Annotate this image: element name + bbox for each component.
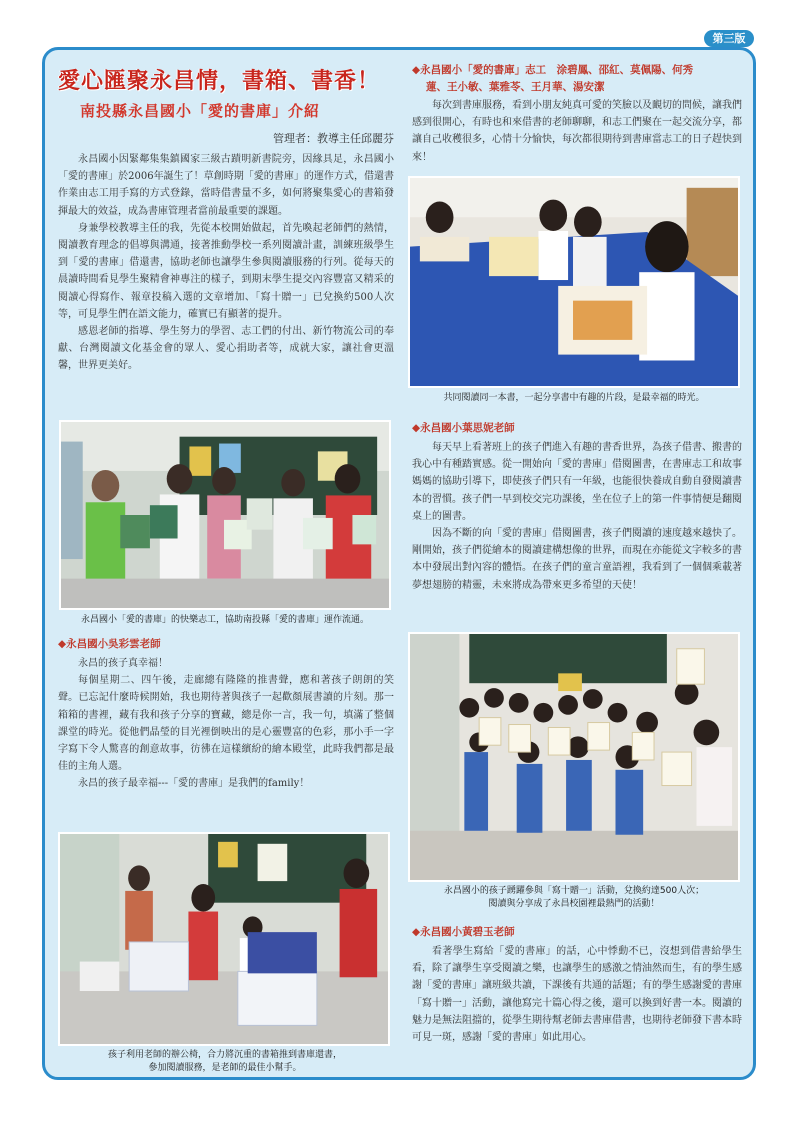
volunteers-photo bbox=[59, 420, 391, 610]
volunteers-photo-caption: 永昌國小「愛的書庫」的快樂志工，協助南投縣「愛的書庫」運作流通。 bbox=[80, 615, 369, 625]
volunteers-section bbox=[412, 62, 742, 166]
intro-paragraph: 永昌國小因緊鄰集集鎮國家三級古蹟明新書院旁，因緣具足，永昌國小「愛的書庫」於2006年誕生了！草創時期「愛的書庫」的運作方式，借還書作業由志工用手寫的方式登錄，當時借書量不多，如何將聚集愛心的書箱發揮最大的效益，成為書庫管理者當前最重要的課題。 bbox=[58, 154, 394, 217]
teacher-wu-section bbox=[58, 636, 394, 793]
class-photo-caption bbox=[406, 885, 742, 911]
book-boxes-photo-caption bbox=[52, 1049, 398, 1075]
volunteers-heading-cont: 蓮、王小敏、葉雅苓、王月華、湯安潔 bbox=[426, 81, 605, 93]
teacher-ye-paragraph: 因為不斷的向「愛的書庫」借閱圖書，孩子們閱讀的速度越來越快了。剛開始，孩子們從繪本的閱讀建構想像的世界，而現在亦能從文字較多的書本中發展出對內容的體悟。在孩子們的童言童語裡，我看到了一個個乘載著夢想翅膀的精靈，未來將成為帶來更多希望的天使！ bbox=[412, 528, 742, 591]
teacher-wu-heading: ◆永昌國小吳彩雲老師 bbox=[58, 638, 161, 650]
class-caption-line: 永昌國小的孩子踴躍參與「寫十贈一」活動，兌換約達500人次； bbox=[443, 886, 705, 896]
reading-together-photo bbox=[408, 176, 740, 388]
volunteers-heading: ◆永昌國小「愛的書庫」志工 涂碧鳳、邵紅、莫佩陽、何秀 bbox=[412, 64, 694, 76]
class-caption-line: 閱讀與分享成了永昌校園裡最熱門的活動！ bbox=[488, 899, 660, 909]
teacher-ye-heading: ◆永昌國小葉思妮老師 bbox=[412, 422, 515, 434]
teacher-wu-paragraph: 永昌的孩子真幸福！ bbox=[78, 658, 168, 669]
teacher-wu-paragraph: 永昌的孩子最幸福---「愛的書庫」是我們的family！ bbox=[78, 778, 310, 790]
article-title: 愛心匯聚永昌情，書箱、書香！ bbox=[58, 68, 381, 94]
teacher-wu-paragraph: 每個星期二、四午後，走廊總有隆隆的推書聲，應和著孩子朗朗的笑聲。已忘記什麼時候開始，我也期待著與孩子一起歡顏展書讀的片刻。那一箱箱的書裡，藏有我和孩子分享的寶藏，總是你一言，我一句，填滿了整個課堂的時光。從他們晶瑩的目光裡倒映出的是心靈豐富的色彩，那小手一字字寫下令人驚喜的創意故事，彷彿在這樣繽紛的繪本殿堂，此時我們都是最佳的主角人選。 bbox=[58, 675, 394, 773]
volunteers-paragraph: 每次到書庫服務，看到小朋友純真可愛的笑臉以及靦切的問候，讓我們感到很開心，有時也和來借書的老師聊聊，和志工們聚在一起交流分享，都讓自己收穫很多，心情十分愉快，每次都很期待到書庫當志工的日子趕快到來！ bbox=[412, 100, 742, 163]
teacher-huang-section bbox=[412, 924, 742, 1046]
class-photo bbox=[408, 632, 740, 882]
article-subtitle: 南投縣永昌國小「愛的書庫」介紹 bbox=[80, 102, 321, 120]
reading-together-caption: 共同閱讀同一本書，一起分享書中有趣的片段，是最幸福的時光。 bbox=[443, 393, 705, 403]
intro-paragraph: 感恩老師的指導、學生努力的學習、志工們的付出、新竹物流公司的奉獻、台灣閱讀文化基金會的眾人、愛心捐助者等，成就大家，讓社會更溫馨，世界更美好。 bbox=[58, 326, 394, 372]
teacher-ye-section bbox=[412, 420, 742, 594]
page-number-badge: 第三版 bbox=[704, 30, 754, 47]
teacher-ye-paragraph: 每天早上看著班上的孩子們進入有趣的書香世界，為孩子借書、搬書的我心中有種踏實感。從一開始向「愛的書庫」借閱圖書，在書庫志工和故事媽媽的協助引導下，即使孩子們只有一年級，也能很快養成自動自發閱讀書本的習慣。孩子們一早到校交完功課後，坐在位子上的第一件事情便是翻閱桌上的圖書。 bbox=[412, 442, 742, 522]
book-boxes-caption-line: 孩子利用老師的辦公椅，合力將沉重的書箱推到書庫還書， bbox=[107, 1050, 342, 1060]
book-boxes-caption-line: 參加閱讀服務，是老師的最佳小幫手。 bbox=[148, 1063, 302, 1073]
left-column bbox=[58, 64, 394, 375]
book-boxes-photo bbox=[58, 832, 390, 1046]
teacher-huang-heading: ◆永昌國小黃碧玉老師 bbox=[412, 926, 515, 938]
intro-paragraph: 身兼學校教導主任的我，先從本校開始做起，首先喚起老師們的熱情，閱讀教育理念的倡導與溝通，接著推動學校一系列閱讀計畫，訓練班級學生到「愛的書庫」借還書，協助老師也讓學生參與閱讀服務的行列。從每天的晨讀時間看見學生聚精會神專注的樣子，到期末學生提交內容豐富又精采的閱讀心得寫作、報章投稿入選的文章增加、「寫十贈一」已兌換約500人次等，可見學生們在語文能力，確實已有顯著的提升。 bbox=[58, 222, 394, 320]
article-author: 管理者：教導主任邱麗芬 bbox=[273, 132, 394, 145]
teacher-huang-paragraph: 看著學生寫給「愛的書庫」的話，心中悸動不已，沒想到借書給學生看，除了讓學生享受閱讀之樂，也讓學生的感激之情油然而生，有的學生感謝「愛的書庫」讓班級共讀，下課後有共通的話題；有的學生感謝愛的書庫「寫十贈一」活動，讓他寫完十篇心得之後，還可以換到好書一本。閱讀的魅力是無法阻擋的，從學生期待幫老師去書庫借書，也期待老師發下書本時可見一斑，感謝「愛的書庫」如此用心。 bbox=[412, 946, 742, 1044]
